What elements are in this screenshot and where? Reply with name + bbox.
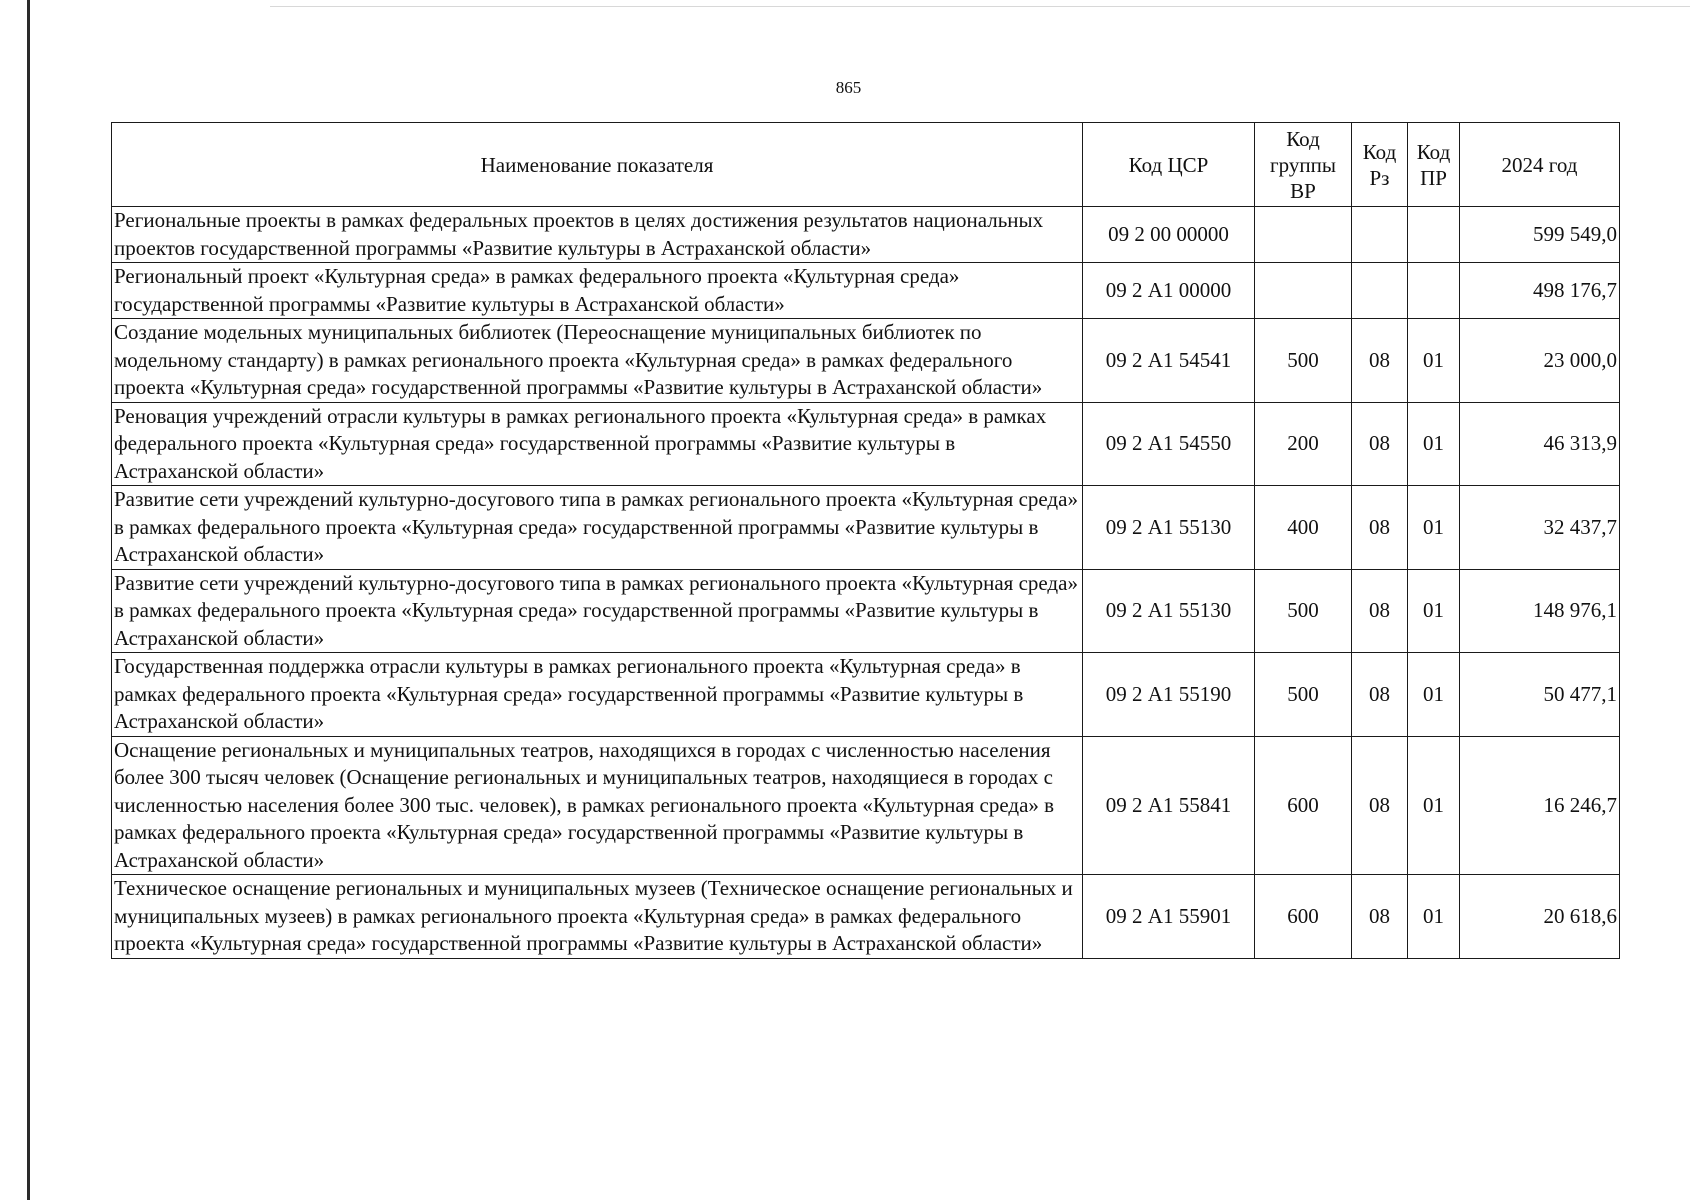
table-row bbox=[112, 569, 1620, 653]
table-row bbox=[112, 319, 1620, 403]
row-rz bbox=[1352, 207, 1408, 263]
row-pr bbox=[1408, 263, 1460, 319]
row-amount: 148 976,1 bbox=[1460, 569, 1620, 653]
row-amount: 32 437,7 bbox=[1460, 486, 1620, 570]
row-pr: 01 bbox=[1408, 486, 1460, 570]
header-code-rz: Код Рз bbox=[1352, 123, 1408, 207]
scan-top-line bbox=[270, 6, 1690, 7]
row-amount: 46 313,9 bbox=[1460, 402, 1620, 486]
row-code: 09 2 А1 55901 bbox=[1083, 875, 1255, 959]
row-code: 09 2 А1 55130 bbox=[1083, 486, 1255, 570]
table-row bbox=[112, 263, 1620, 319]
row-vr: 500 bbox=[1255, 653, 1352, 737]
row-pr: 01 bbox=[1408, 875, 1460, 959]
row-vr: 600 bbox=[1255, 736, 1352, 875]
row-name: Развитие сети учреждений культурно-досугового типа в рамках регионального проекта «Культурная среда» в рамках федерального проекта «Культурная среда» государственной программы «Развитие культуры в Астраханской области» bbox=[112, 486, 1083, 570]
table-row bbox=[112, 736, 1620, 875]
table-body bbox=[112, 207, 1620, 959]
row-amount: 16 246,7 bbox=[1460, 736, 1620, 875]
header-code-vr: Код группы ВР bbox=[1255, 123, 1352, 207]
row-amount: 50 477,1 bbox=[1460, 653, 1620, 737]
row-code: 09 2 А1 55190 bbox=[1083, 653, 1255, 737]
row-code: 09 2 А1 55841 bbox=[1083, 736, 1255, 875]
table-header bbox=[112, 123, 1620, 207]
scan-edge-line bbox=[27, 0, 30, 1200]
header-year: 2024 год bbox=[1460, 123, 1620, 207]
row-code: 09 2 А1 55130 bbox=[1083, 569, 1255, 653]
header-code-csr: Код ЦСР bbox=[1083, 123, 1255, 207]
row-rz: 08 bbox=[1352, 402, 1408, 486]
header-code-pr: Код ПР bbox=[1408, 123, 1460, 207]
table-row bbox=[112, 402, 1620, 486]
page-number: 865 bbox=[835, 78, 862, 97]
row-name: Оснащение региональных и муниципальных театров, находящихся в городах с численностью населения более 300 тысяч человек (Оснащение региональных и муниципальных театров, находящиеся в городах с численностью населения более 300 тыс. человек), в рамках регионального проекта «Культурная среда» в рамках федерального проекта «Культурная среда» государственной программы «Развитие культуры в Астраханской области» bbox=[112, 736, 1083, 875]
row-rz: 08 bbox=[1352, 569, 1408, 653]
row-pr: 01 bbox=[1408, 569, 1460, 653]
row-name: Региональный проект «Культурная среда» в рамках федерального проекта «Культурная среда» государственной программы «Развитие культуры в Астраханской области» bbox=[112, 263, 1083, 319]
row-vr: 500 bbox=[1255, 569, 1352, 653]
row-rz: 08 bbox=[1352, 736, 1408, 875]
row-pr: 01 bbox=[1408, 653, 1460, 737]
row-vr bbox=[1255, 207, 1352, 263]
row-rz bbox=[1352, 263, 1408, 319]
row-vr: 500 bbox=[1255, 319, 1352, 403]
row-amount: 23 000,0 bbox=[1460, 319, 1620, 403]
row-amount: 20 618,6 bbox=[1460, 875, 1620, 959]
table-row bbox=[112, 486, 1620, 570]
row-name: Создание модельных муниципальных библиотек (Переоснащение муниципальных библиотек по модельному стандарту) в рамках регионального проекта «Культурная среда» в рамках федерального проекта «Культурная среда» государственной программы «Развитие культуры в Астраханской области» bbox=[112, 319, 1083, 403]
row-rz: 08 bbox=[1352, 653, 1408, 737]
table-row bbox=[112, 653, 1620, 737]
row-vr: 200 bbox=[1255, 402, 1352, 486]
row-pr: 01 bbox=[1408, 402, 1460, 486]
header-name: Наименование показателя bbox=[112, 123, 1083, 207]
row-name: Государственная поддержка отрасли культуры в рамках регионального проекта «Культурная среда» в рамках федерального проекта «Культурная среда» государственной программы «Развитие культуры в Астраханской области» bbox=[112, 653, 1083, 737]
row-amount: 498 176,7 bbox=[1460, 263, 1620, 319]
row-rz: 08 bbox=[1352, 875, 1408, 959]
row-rz: 08 bbox=[1352, 486, 1408, 570]
row-name: Техническое оснащение региональных и муниципальных музеев (Техническое оснащение региональных и муниципальных музеев) в рамках регионального проекта «Культурная среда» в рамках федерального проекта «Культурная среда» государственной программы «Развитие культуры в Астраханской области» bbox=[112, 875, 1083, 959]
row-vr bbox=[1255, 263, 1352, 319]
row-code: 09 2 А1 54550 bbox=[1083, 402, 1255, 486]
row-code: 09 2 00 00000 bbox=[1083, 207, 1255, 263]
row-pr: 01 bbox=[1408, 319, 1460, 403]
row-rz: 08 bbox=[1352, 319, 1408, 403]
row-vr: 400 bbox=[1255, 486, 1352, 570]
table-row bbox=[112, 875, 1620, 959]
row-code: 09 2 А1 00000 bbox=[1083, 263, 1255, 319]
row-pr bbox=[1408, 207, 1460, 263]
row-vr: 600 bbox=[1255, 875, 1352, 959]
row-name: Реновация учреждений отрасли культуры в рамках регионального проекта «Культурная среда» в рамках федерального проекта «Культурная среда» государственной программы «Развитие культуры в Астраханской области» bbox=[112, 402, 1083, 486]
row-pr: 01 bbox=[1408, 736, 1460, 875]
budget-table bbox=[111, 122, 1620, 959]
row-code: 09 2 А1 54541 bbox=[1083, 319, 1255, 403]
row-name: Региональные проекты в рамках федеральных проектов в целях достижения результатов национальных проектов государственной программы «Развитие культуры в Астраханской области» bbox=[112, 207, 1083, 263]
row-name: Развитие сети учреждений культурно-досугового типа в рамках регионального проекта «Культурная среда» в рамках федерального проекта «Культурная среда» государственной программы «Развитие культуры в Астраханской области» bbox=[112, 569, 1083, 653]
table-row bbox=[112, 207, 1620, 263]
header-row bbox=[112, 123, 1620, 207]
row-amount: 599 549,0 bbox=[1460, 207, 1620, 263]
